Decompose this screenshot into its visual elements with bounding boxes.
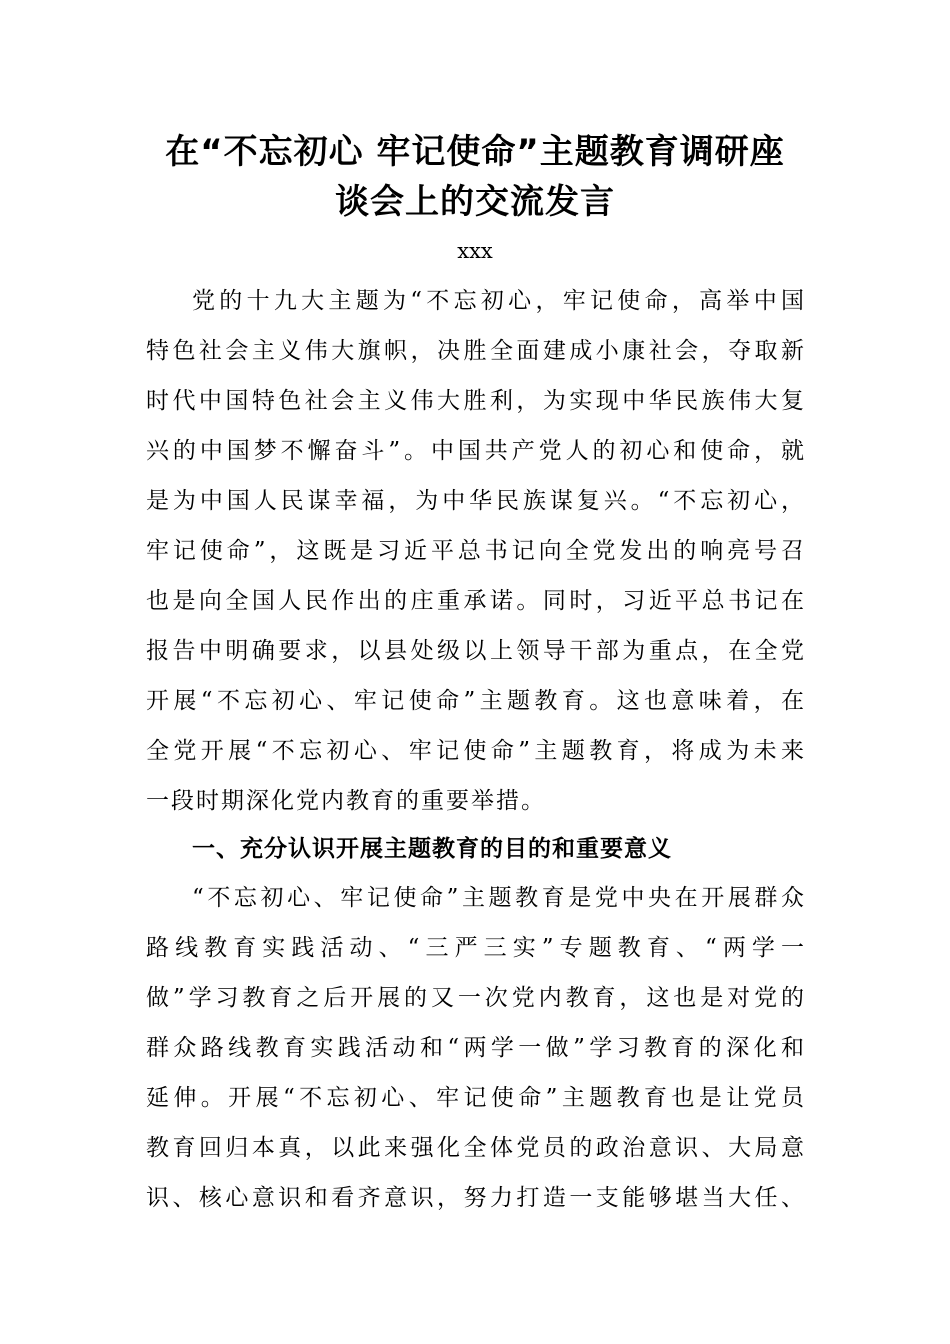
paragraph-2-line-5: 延伸。开展“不忘初心、牢记使命”主题教育也是让党员: [146, 1085, 806, 1111]
paragraph-2-line-6: 教育回归本真，以此来强化全体党员的政治意识、大局意: [146, 1135, 806, 1161]
paragraph-1-line-7: 也是向全国人民作出的庄重承诺。同时，习近平总书记在: [146, 588, 806, 614]
paragraph-2-line-3: 做”学习教育之后开展的又一次党内教育，这也是对党的: [146, 985, 806, 1011]
paragraph-2-line-1: “不忘初心、牢记使命”主题教育是党中央在开展群众: [192, 885, 806, 911]
paragraph-1-line-11: 一段时期深化党内教育的重要举措。: [146, 788, 546, 814]
paragraph-1-line-4: 兴的中国梦不懈奋斗”。中国共产党人的初心和使命，就: [146, 438, 806, 464]
paragraph-1-line-2: 特色社会主义伟大旗帜，决胜全面建成小康社会，夺取新: [146, 338, 806, 364]
paragraph-1-line-3: 时代中国特色社会主义伟大胜利，为实现中华民族伟大复: [146, 388, 806, 414]
paragraph-1-line-8: 报告中明确要求，以县处级以上领导干部为重点，在全党: [146, 638, 806, 664]
paragraph-2-line-7: 识、核心意识和看齐意识，努力打造一支能够堪当大任、: [146, 1185, 806, 1211]
section-1-heading: 一、充分认识开展主题教育的目的和重要意义: [192, 836, 672, 862]
document-author: xxx: [457, 239, 493, 263]
paragraph-1-line-9: 开展“不忘初心、牢记使命”主题教育。这也意味着，在: [146, 688, 806, 714]
paragraph-1-line-10: 全党开展“不忘初心、牢记使命”主题教育，将成为未来: [146, 738, 806, 764]
paragraph-2-line-4: 群众路线教育实践活动和“两学一做”学习教育的深化和: [146, 1035, 806, 1061]
paragraph-1-line-1: 党的十九大主题为“不忘初心，牢记使命，高举中国: [192, 288, 806, 314]
paragraph-1-line-6: 牢记使命”，这既是习近平总书记向全党发出的响亮号召: [146, 538, 806, 564]
document-title-line-1: 在“不忘初心 牢记使命”主题教育调研座: [165, 132, 785, 172]
paragraph-1-line-5: 是为中国人民谋幸福，为中华民族谋复兴。“不忘初心，: [146, 488, 806, 514]
document-title-line-2: 谈会上的交流发言: [335, 182, 615, 222]
paragraph-2-line-2: 路线教育实践活动、“三严三实”专题教育、“两学一: [146, 935, 806, 961]
